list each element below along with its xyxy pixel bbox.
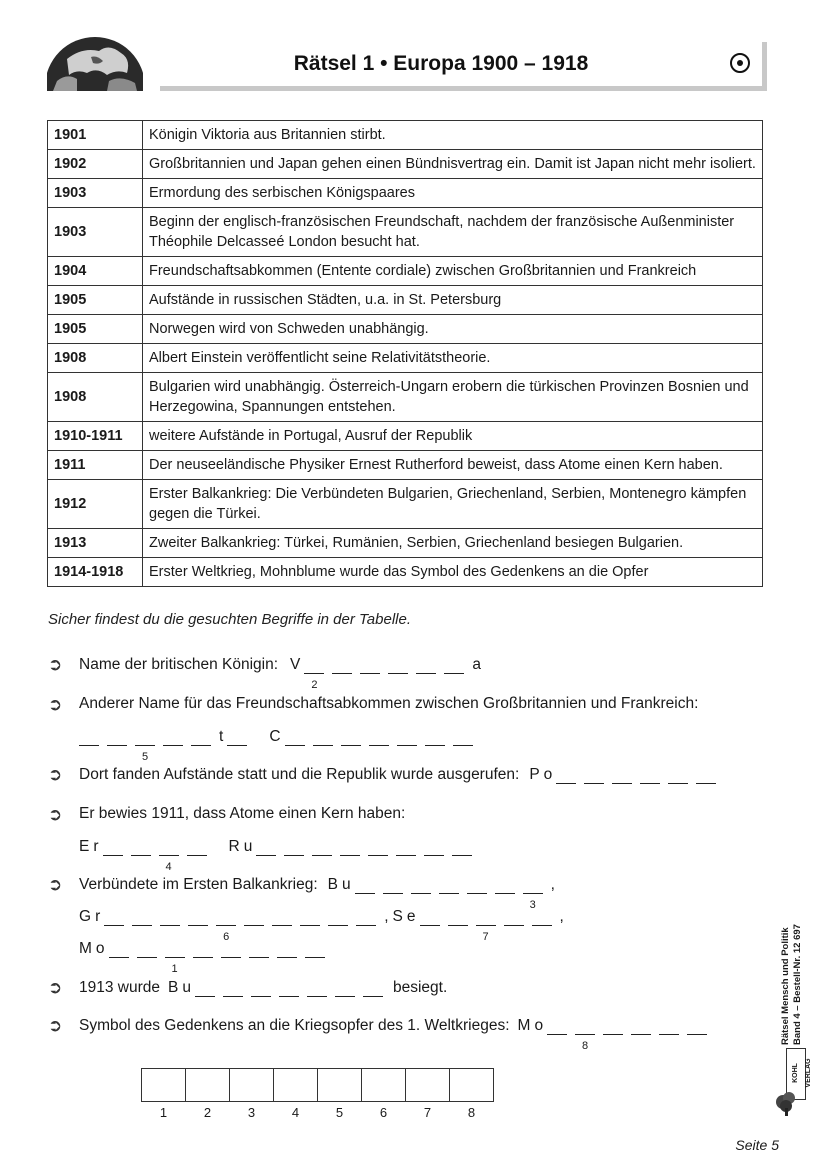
solution-box-label: 2 (203, 1105, 212, 1120)
letter-blank[interactable] (425, 727, 445, 746)
solution-number: 6 (223, 931, 230, 943)
given-letter: o (534, 1017, 544, 1034)
given-letter: R (228, 838, 240, 855)
letter-blank[interactable] (79, 727, 99, 746)
year-cell: 1901 (48, 121, 143, 150)
comma: , (384, 908, 389, 925)
letter-blank[interactable] (187, 837, 207, 856)
letter-blank[interactable] (396, 837, 416, 856)
given-letter: r (95, 908, 101, 925)
letter-blank[interactable] (575, 1016, 595, 1052)
solution-number: 5 (141, 751, 149, 763)
letter-blank[interactable] (216, 907, 236, 943)
letter-blank[interactable] (312, 837, 332, 856)
year-cell: 1911 (48, 451, 143, 480)
table-row (48, 121, 763, 150)
question-3 (79, 765, 724, 784)
year-cell: 1903 (48, 208, 143, 257)
table-row (48, 422, 763, 451)
given-letter: o (95, 940, 105, 957)
question-text: besiegt. (392, 979, 448, 996)
table-row (48, 286, 763, 315)
letter-blank[interactable] (556, 765, 576, 784)
letter-blank[interactable] (523, 875, 543, 911)
given-letter: u (182, 979, 191, 996)
event-cell: Großbritannien und Japan gehen einen Bündnisvertrag ein. Damit ist Japan nicht mehr isoliert. (143, 150, 763, 179)
solution-number: 8 (582, 1040, 589, 1052)
letter-blank[interactable] (103, 837, 123, 856)
event-cell: Bulgarien wird unabhängig. Österreich-Ungarn erobern die türkischen Provinzen Bosnien und Herzegowina, Spannungen entstehen. (143, 373, 763, 422)
event-cell: Erster Balkankrieg: Die Verbündeten Bulgarien, Griechenland, Serbien, Montenegro kämpfen gegen die Türkei. (143, 480, 763, 529)
given-letter: V (290, 656, 301, 673)
given-letter: E (79, 838, 90, 855)
question-text: Name der britischen Königin: (79, 656, 279, 673)
year-cell: 1912 (48, 480, 143, 529)
letter-blank[interactable] (193, 939, 213, 958)
letter-blank[interactable] (687, 1016, 707, 1035)
letter-blank[interactable] (277, 939, 297, 958)
given-letter: S (392, 908, 403, 925)
letter-blank[interactable] (640, 765, 660, 784)
year-cell: 1913 (48, 529, 143, 558)
letter-blank[interactable] (227, 727, 247, 746)
event-cell: Aufstände in russischen Städten, u.a. in St. Petersburg (143, 286, 763, 315)
letter-blank[interactable] (165, 939, 185, 975)
events-table (47, 120, 763, 587)
intro-text: Sicher findest du die gesuchten Begriffe in der Tabelle. (48, 611, 412, 628)
event-cell: Albert Einstein veröffentlicht seine Relativitätstheorie. (143, 344, 763, 373)
event-cell: Königin Viktoria aus Britannien stirbt. (143, 121, 763, 150)
letter-blank[interactable] (453, 727, 473, 746)
question-text: Symbol des Gedenkens an die Kriegsopfer des 1. Weltkrieges: (79, 1017, 510, 1034)
question-text: Anderer Name für das Freundschaftsabkommen zwischen Großbritannien und Frankreich: (79, 695, 699, 712)
letter-blank[interactable] (272, 907, 292, 926)
letter-blank[interactable] (328, 907, 348, 926)
letter-blank[interactable] (659, 1016, 679, 1035)
arrow-bullet-icon: ➲ (48, 875, 63, 894)
solution-box[interactable] (185, 1068, 230, 1120)
solution-box-label: 4 (291, 1105, 300, 1120)
letter-blank[interactable] (304, 655, 324, 691)
letter-blank[interactable] (476, 907, 496, 943)
solution-box[interactable] (317, 1068, 362, 1120)
answer-5-line-3 (79, 939, 333, 975)
year-cell: 1903 (48, 179, 143, 208)
question-1 (79, 655, 485, 691)
year-cell: 1914-1918 (48, 558, 143, 587)
letter-blank[interactable] (355, 875, 375, 894)
header-bar (160, 42, 767, 91)
letter-blank[interactable] (131, 837, 151, 856)
letter-blank[interactable] (332, 655, 352, 674)
letter-blank[interactable] (368, 837, 388, 856)
given-letter: t (219, 728, 224, 745)
letter-blank[interactable] (532, 907, 552, 926)
arrow-bullet-icon: ➲ (48, 765, 63, 784)
letter-blank[interactable] (284, 837, 304, 856)
letter-blank[interactable] (547, 1016, 567, 1035)
letter-blank[interactable] (444, 655, 464, 674)
letter-blank[interactable] (163, 727, 183, 746)
letter-blank[interactable] (256, 837, 276, 856)
letter-blank[interactable] (397, 727, 417, 746)
letter-blank[interactable] (424, 837, 444, 856)
solution-box[interactable] (141, 1068, 186, 1120)
letter-blank[interactable] (249, 939, 269, 958)
solution-box[interactable] (405, 1068, 450, 1120)
given-letter: o (543, 766, 553, 783)
solution-number: 4 (165, 861, 172, 873)
letter-blank[interactable] (132, 907, 152, 926)
given-letter: P (529, 766, 540, 783)
page-number: Seite 5 (735, 1137, 779, 1153)
solution-box-label: 6 (379, 1105, 388, 1120)
target-icon (730, 53, 750, 73)
table-row (48, 179, 763, 208)
given-letter: B (327, 876, 339, 893)
letter-blank[interactable] (603, 1016, 623, 1035)
table-row (48, 451, 763, 480)
letter-blank[interactable] (369, 727, 389, 746)
letter-blank[interactable] (109, 939, 129, 958)
table-row (48, 529, 763, 558)
answer-4 (79, 837, 480, 873)
letter-blank[interactable] (300, 907, 320, 926)
table-row (48, 315, 763, 344)
event-cell: Zweiter Balkankrieg: Türkei, Rumänien, Serbien, Griechenland besiegen Bulgarien. (143, 529, 763, 558)
comma: , (559, 908, 564, 925)
table-row (48, 373, 763, 422)
letter-blank[interactable] (313, 727, 333, 746)
solution-number: 3 (529, 899, 536, 911)
solution-box[interactable] (273, 1068, 318, 1120)
arrow-bullet-icon: ➲ (48, 655, 63, 674)
letter-blank[interactable] (356, 907, 376, 926)
letter-blank[interactable] (221, 939, 241, 958)
solution-number: 7 (482, 931, 489, 943)
comma: , (550, 876, 555, 893)
letter-blank[interactable] (416, 655, 436, 674)
question-text: Er bewies 1911, dass Atome einen Kern haben: (79, 805, 406, 822)
question-text: Verbündete im Ersten Balkankrieg: (79, 876, 318, 893)
letter-blank[interactable] (631, 1016, 651, 1035)
table-row (48, 480, 763, 529)
question-2 (79, 695, 698, 713)
sidebar-line-2: Band 4 – Bestell-Nr. 12 697 (792, 924, 803, 1045)
globe-logo (47, 29, 143, 91)
letter-blank[interactable] (135, 727, 155, 763)
letter-blank[interactable] (159, 837, 179, 873)
solution-box-label: 5 (335, 1105, 344, 1120)
given-letter: r (93, 838, 99, 855)
question-5 (79, 875, 559, 911)
letter-blank[interactable] (191, 727, 211, 746)
tree-icon (774, 1090, 802, 1116)
given-letter: u (243, 838, 253, 855)
table-row (48, 344, 763, 373)
letter-blank[interactable] (285, 727, 305, 746)
given-letter: M (79, 940, 92, 957)
letter-blank[interactable] (305, 939, 325, 958)
given-letter: C (269, 728, 281, 745)
page-title: Rätsel 1 • Europa 1900 – 1918 (293, 52, 589, 75)
sidebar-line-1: Rätsel Mensch und Politik (780, 927, 791, 1045)
given-letter: e (406, 908, 416, 925)
arrow-bullet-icon: ➲ (48, 805, 63, 824)
book-sidebar (780, 905, 808, 1045)
solution-box[interactable] (229, 1068, 274, 1120)
letter-blank[interactable] (223, 978, 243, 997)
letter-blank[interactable] (439, 875, 459, 894)
table-row (48, 558, 763, 587)
letter-blank[interactable] (137, 939, 157, 958)
letter-blank[interactable] (696, 765, 716, 784)
given-letter: u (342, 876, 351, 893)
given-letter: B (168, 979, 179, 996)
letter-blank[interactable] (420, 907, 440, 926)
solution-number: 1 (171, 963, 178, 975)
event-cell: weitere Aufstände in Portugal, Ausruf der Republik (143, 422, 763, 451)
event-cell: Erster Weltkrieg, Mohnblume wurde das Symbol des Gedenkens an die Opfer (143, 558, 763, 587)
letter-blank[interactable] (448, 907, 468, 926)
question-4 (79, 805, 405, 823)
letter-blank[interactable] (340, 837, 360, 856)
letter-blank[interactable] (495, 875, 515, 894)
letter-blank[interactable] (160, 907, 180, 926)
letter-blank[interactable] (104, 907, 124, 926)
letter-blank[interactable] (341, 727, 361, 746)
event-cell: Der neuseeländische Physiker Ernest Rutherford beweist, dass Atome einen Kern haben. (143, 451, 763, 480)
letter-blank[interactable] (107, 727, 127, 746)
letter-blank[interactable] (668, 765, 688, 784)
answer-5-line-2 (79, 907, 568, 943)
table-row (48, 257, 763, 286)
solution-box-label: 7 (423, 1105, 432, 1120)
letter-blank[interactable] (195, 978, 215, 997)
question-7 (79, 1016, 715, 1052)
event-cell: Norwegen wird von Schweden unabhängig. (143, 315, 763, 344)
answer-2 (79, 727, 481, 763)
year-cell: 1910-1911 (48, 422, 143, 451)
letter-blank[interactable] (363, 978, 383, 997)
letter-blank[interactable] (504, 907, 524, 926)
solution-box-label: 1 (159, 1105, 168, 1120)
event-cell: Beginn der englisch-französischen Freundschaft, nachdem der französische Außenminister Théophile Delcasseé London besucht hat. (143, 208, 763, 257)
letter-blank[interactable] (612, 765, 632, 784)
letter-blank[interactable] (279, 978, 299, 997)
solution-box-label: 8 (467, 1105, 476, 1120)
letter-blank[interactable] (307, 978, 327, 997)
year-cell: 1905 (48, 315, 143, 344)
arrow-bullet-icon: ➲ (48, 1016, 63, 1035)
event-cell: Ermordung des serbischen Königspaares (143, 179, 763, 208)
year-cell: 1905 (48, 286, 143, 315)
letter-blank[interactable] (335, 978, 355, 997)
given-letter: M (517, 1017, 531, 1034)
table-row (48, 208, 763, 257)
solution-boxes (142, 1068, 494, 1120)
year-cell: 1908 (48, 344, 143, 373)
solution-box[interactable] (449, 1068, 494, 1120)
question-text: 1913 wurde (79, 979, 161, 996)
letter-blank[interactable] (383, 875, 403, 894)
letter-blank[interactable] (467, 875, 487, 894)
letter-blank[interactable] (188, 907, 208, 926)
events-table-body (48, 121, 763, 587)
letter-blank[interactable] (388, 655, 408, 674)
given-letter: a (472, 656, 481, 673)
solution-number: 2 (311, 679, 318, 691)
arrow-bullet-icon: ➲ (48, 695, 63, 714)
arrow-bullet-icon: ➲ (48, 978, 63, 997)
solution-box[interactable] (361, 1068, 406, 1120)
solution-box-label: 3 (247, 1105, 256, 1120)
letter-blank[interactable] (411, 875, 431, 894)
publisher-name: KOHL VERLAG (792, 1058, 812, 1088)
letter-blank[interactable] (360, 655, 380, 674)
letter-blank[interactable] (251, 978, 271, 997)
year-cell: 1908 (48, 373, 143, 422)
letter-blank[interactable] (244, 907, 264, 926)
question-text: Dort fanden Aufstände statt und die Republik wurde ausgerufen: (79, 766, 520, 783)
event-cell: Freundschaftsabkommen (Entente cordiale) zwischen Großbritannien und Frankreich (143, 257, 763, 286)
table-row (48, 150, 763, 179)
year-cell: 1904 (48, 257, 143, 286)
letter-blank[interactable] (584, 765, 604, 784)
question-6 (79, 978, 447, 997)
year-cell: 1902 (48, 150, 143, 179)
given-letter: G (79, 908, 92, 925)
letter-blank[interactable] (452, 837, 472, 856)
